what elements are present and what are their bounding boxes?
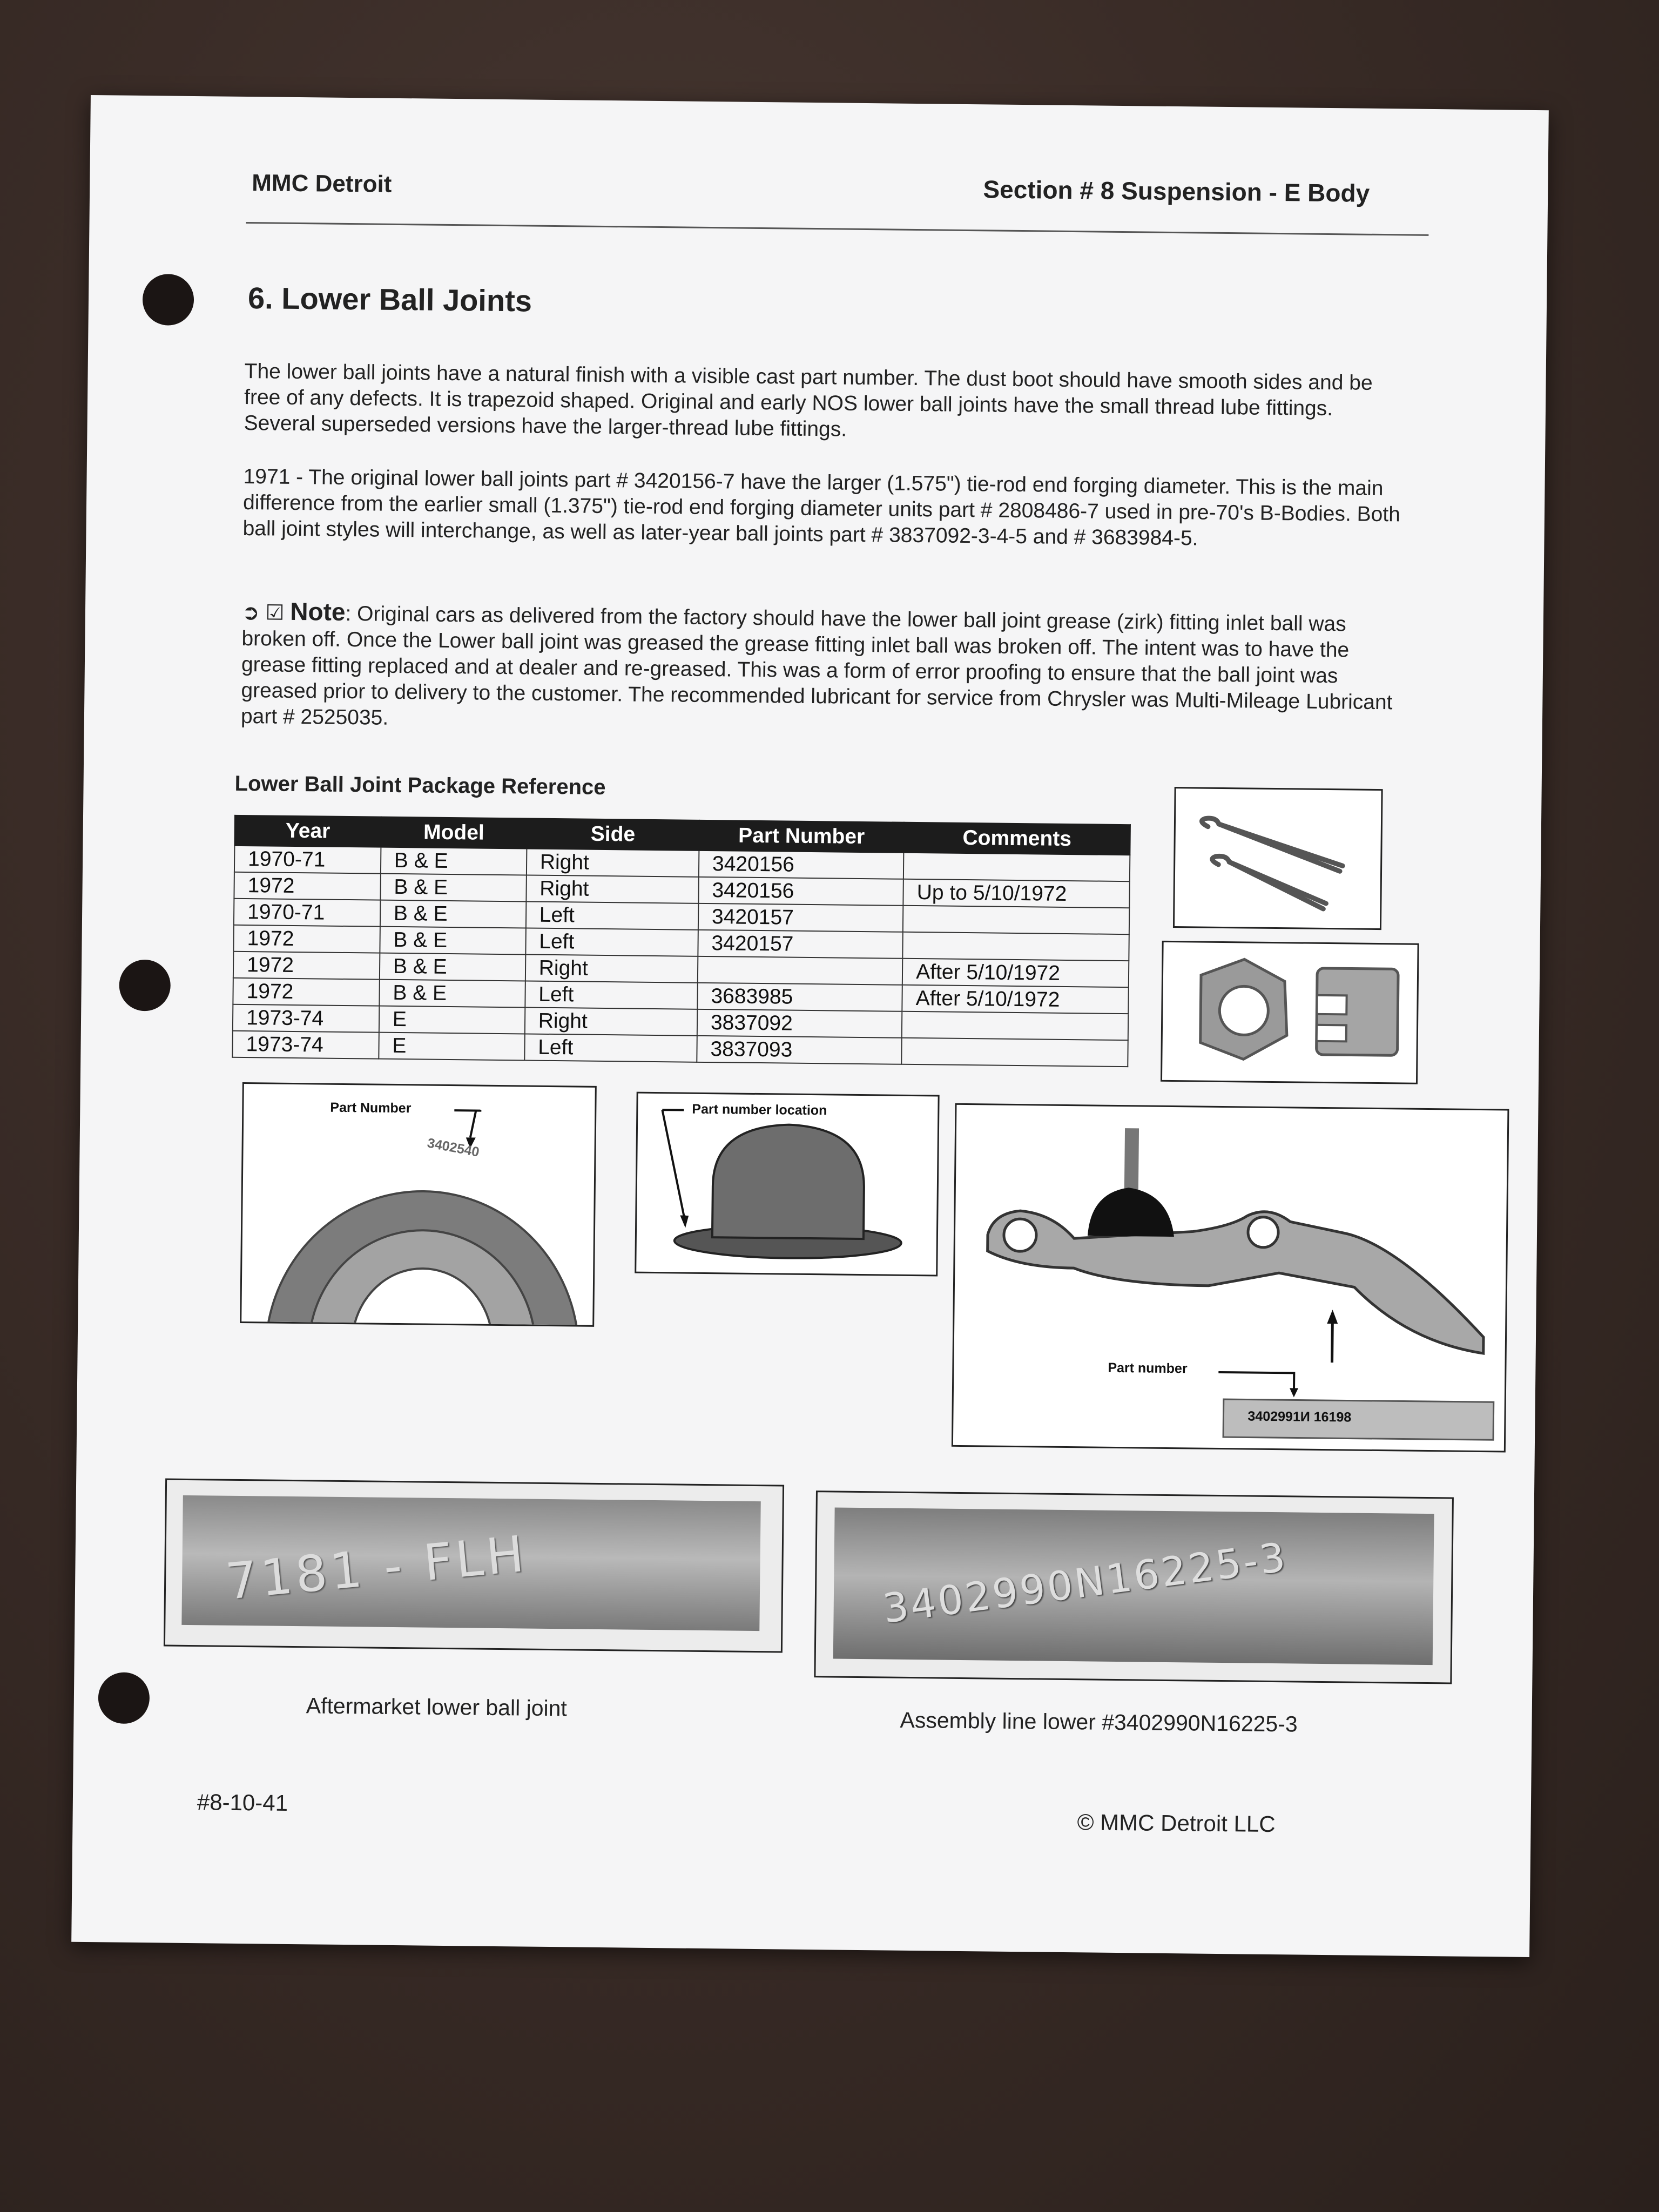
- boot-part-number-label: Part number location: [692, 1101, 827, 1118]
- table-cell: B & E: [380, 927, 525, 955]
- table-cell: B & E: [380, 953, 525, 981]
- intro-paragraph: The lower ball joints have a natural finish with a visible cast part number. The dust boot should have smooth sides and be free of any defects. It is trapezoid shaped. Original and early NOS lower ball joints have the small thread lube fittings. Several superseded versions have the larger-thread lube fittings.: [244, 359, 1373, 441]
- table-cell: 1970-71: [234, 846, 381, 874]
- table-cell: Right: [524, 1007, 697, 1035]
- section-title: 6. Lower Ball Joints: [247, 281, 532, 318]
- table-cell: 3683985: [697, 983, 902, 1011]
- document-page: [71, 95, 1549, 1957]
- binder-hole: [98, 1672, 150, 1724]
- note-label: Note: [290, 597, 346, 626]
- table-cell: B & E: [380, 900, 526, 928]
- aftermarket-cast-photo: [164, 1479, 784, 1653]
- package-reference-table: [232, 815, 1131, 1067]
- seal-cast-number: 3402540: [426, 1135, 481, 1160]
- table-cell: [901, 1038, 1128, 1067]
- table-cell: [902, 1011, 1128, 1040]
- castle-nut-icon: [1162, 942, 1418, 1083]
- table-cell: B & E: [380, 874, 526, 902]
- column-header: Model: [381, 817, 527, 849]
- table-cell: [903, 906, 1129, 934]
- column-header: Comments: [904, 822, 1130, 855]
- table-cell: 1973-74: [233, 1004, 379, 1033]
- dust-boot-icon: [636, 1094, 938, 1275]
- table-cell: 1972: [234, 872, 380, 900]
- table-cell: 3837093: [697, 1036, 902, 1064]
- arm-cast-number: 3402991И 16198: [1247, 1408, 1352, 1425]
- control-arm-icon: [953, 1105, 1508, 1451]
- column-header: Year: [234, 815, 381, 847]
- column-header: Side: [527, 818, 699, 850]
- castle-nut-photo: [1161, 941, 1419, 1084]
- table-cell: Up to 5/10/1972: [903, 879, 1130, 908]
- table-cell: Left: [526, 901, 699, 929]
- header-right: Section # 8 Suspension - E Body: [983, 175, 1370, 207]
- table-cell: 1970-71: [234, 899, 380, 927]
- caption-aftermarket: Aftermarket lower ball joint: [306, 1693, 568, 1721]
- cotter-pin-photo: [1173, 787, 1383, 930]
- table-cell: E: [379, 1006, 525, 1034]
- table-cell: B & E: [381, 847, 527, 875]
- cotter-pin-icon: [1175, 788, 1381, 928]
- table-cell: 3420157: [698, 930, 903, 959]
- copyright: © MMC Detroit LLC: [1077, 1809, 1276, 1837]
- page-code: #8-10-41: [197, 1789, 288, 1816]
- table-cell: After 5/10/1972: [902, 959, 1129, 987]
- table-cell: Left: [525, 928, 698, 956]
- table-cell: Right: [525, 954, 698, 982]
- seal-part-number-label: Part Number: [330, 1100, 412, 1116]
- caption-assembly-line: Assembly line lower #3402990N16225-3: [900, 1707, 1298, 1737]
- table-cell: [698, 956, 903, 985]
- table-cell: B & E: [379, 980, 525, 1008]
- note-icons: ➲ ☑: [241, 601, 291, 625]
- table-cell: [902, 932, 1129, 961]
- table-cell: 1972: [233, 978, 379, 1006]
- table-cell: 1972: [233, 925, 380, 953]
- assembly-line-cast-photo: [814, 1491, 1454, 1684]
- table-cell: 1972: [233, 952, 380, 980]
- table-cell: 3420157: [698, 903, 903, 932]
- binder-hole: [119, 960, 171, 1011]
- table-cell: Right: [527, 848, 699, 876]
- note-text: : Original cars as delivered from the factory should have the lower ball joint grease (zirk) fitting inlet ball was broken off. Once the Lower ball joint was greased the grease fitting inlet ball was broken off. The intent was to have the grease fitting replaced and at dealer and re-greased. This was a form of error proofing to ensure that the ball joint was greased prior to delivery to the customer. The recommended lubricant for service from Chrysler was Multi-Mileage Lubricant part # 2525035.: [240, 602, 1393, 730]
- table-cell: 3837092: [697, 1009, 902, 1038]
- assembly-cast-number: 3402990N16225-3: [880, 1534, 1290, 1633]
- note-paragraph: [241, 598, 1403, 742]
- table-cell: E: [379, 1033, 524, 1061]
- table-cell: Left: [525, 981, 698, 1009]
- header-left: MMC Detroit: [252, 170, 392, 198]
- table-cell: 1973-74: [232, 1031, 379, 1059]
- seal-part-number-figure: [240, 1082, 597, 1327]
- binder-hole: [143, 274, 194, 326]
- column-header: Part Number: [699, 820, 904, 853]
- table-cell: [903, 853, 1130, 881]
- header-divider: [246, 222, 1429, 236]
- table-cell: Left: [524, 1034, 697, 1062]
- arm-part-number-label: Part number: [1108, 1360, 1188, 1377]
- package-reference-title: Lower Ball Joint Package Reference: [234, 771, 606, 800]
- table-cell: 3420156: [698, 877, 903, 906]
- table-cell: 3420156: [699, 851, 904, 879]
- control-arm-figure: [952, 1103, 1509, 1453]
- table-cell: Right: [526, 875, 699, 903]
- seal-ring-icon: [241, 1084, 595, 1325]
- history-paragraph: 1971 - The original lower ball joints part # 3420156-7 have the larger (1.575") tie-rod end forging diameter. This is the main difference from the earlier small (1.375") tie-rod end forging diameter units part # 2808486-7 used in pre-70's B-Bodies. Both ball joint styles will interchange, as well as later-year ball joints part # 3837092-3-4-5 and # 3683984-5.: [242, 464, 1401, 550]
- dust-boot-figure: [635, 1092, 939, 1277]
- aftermarket-cast-number: 7181 - FLH: [223, 1525, 530, 1611]
- table-cell: After 5/10/1972: [902, 985, 1128, 1014]
